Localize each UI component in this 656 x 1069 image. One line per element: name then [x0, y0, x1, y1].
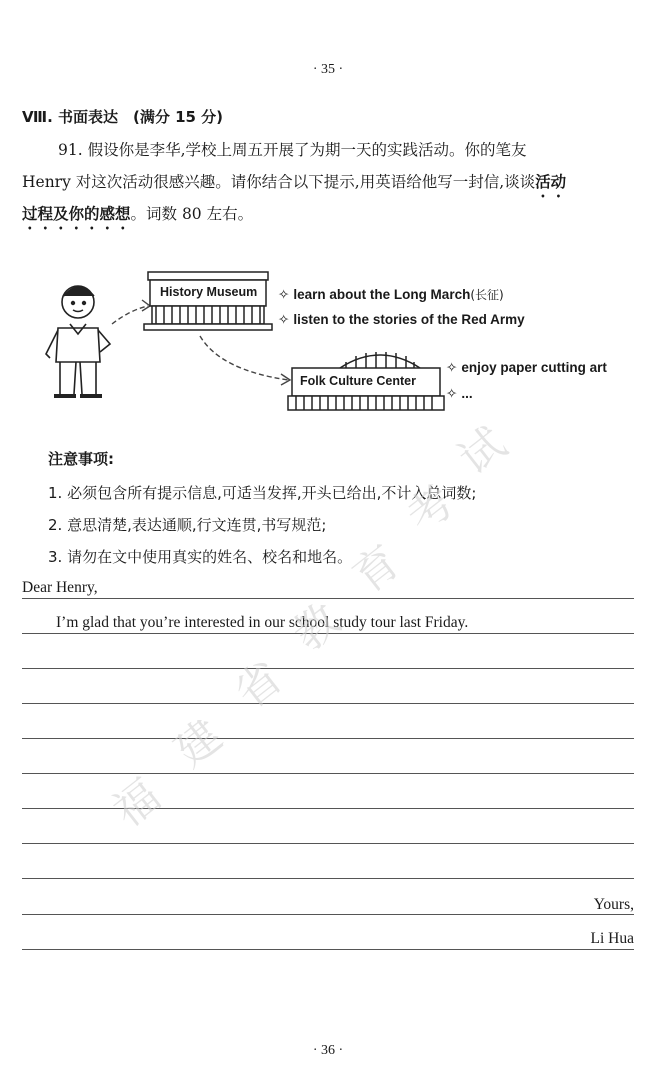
hint-more — [446, 386, 473, 402]
emphasis-activity: 活动 — [535, 172, 567, 191]
watermark-char: 福 — [103, 769, 170, 838]
folk-culture-center-label: Folk Culture Center — [300, 374, 416, 388]
prompt-line-3 — [22, 198, 634, 233]
prompt-line-3-text: 。词数 80 左右。 — [130, 205, 254, 223]
note-item-3: 3. 请勿在文中使用真实的姓名、校名和地名。 — [48, 548, 353, 566]
watermark-char: 教 — [283, 593, 350, 662]
letter-opening: I’m glad that you’re interested in our school study tour last Friday. — [56, 614, 469, 631]
hint-text: ... — [461, 386, 473, 401]
answer-line[interactable] — [22, 738, 634, 739]
page-number-top: · 35 · — [312, 62, 344, 77]
star-icon: ✧ — [278, 312, 290, 327]
star-icon: ✧ — [278, 287, 290, 302]
history-museum-building — [144, 272, 272, 330]
letter-signature: Li Hua — [590, 930, 634, 947]
watermark-char: 育 — [343, 535, 410, 604]
notes-title: 注意事项: — [48, 450, 114, 468]
hint-red-army — [278, 312, 525, 328]
student-figure — [46, 286, 110, 396]
note-item-1: 1. 必须包含所有提示信息,可适当发挥,开头已给出,不计入总词数; — [48, 484, 477, 502]
letter-salutation: Dear Henry, — [22, 579, 98, 596]
star-icon: ✧ — [446, 360, 458, 375]
hint-long-march — [278, 286, 504, 303]
hint-text: listen to the stories of the Red Army — [293, 312, 525, 327]
emphasis-process-feelings: 过程及你的感想 — [22, 204, 131, 223]
hint-text: enjoy paper cutting art — [461, 360, 607, 375]
hint-paper-cutting — [446, 360, 607, 376]
letter-closing: Yours, — [593, 896, 634, 913]
answer-line[interactable] — [22, 878, 634, 879]
star-icon: ✧ — [446, 386, 458, 401]
prompt-line-2-text: Henry 对这次活动很感兴趣。请你结合以下提示,用英语给他写一封信,谈谈 — [22, 173, 536, 191]
watermark-char: 省 — [225, 651, 292, 720]
page-number-bottom: · 36 · — [312, 1043, 344, 1058]
answer-line — [22, 949, 634, 950]
hint-text: learn about the Long March — [293, 287, 471, 302]
note-item-2: 2. 意思清楚,表达通顺,行文连贯,书写规范; — [48, 516, 327, 534]
illustration — [40, 262, 620, 418]
history-museum-label: History Museum — [160, 285, 258, 299]
prompt-line-1: 91. 假设你是李华,学校上周五开展了为期一天的实践活动。你的笔友 — [58, 141, 527, 159]
watermark-char: 建 — [165, 709, 232, 778]
watermark-char: 试 — [449, 417, 516, 486]
watermark-char: 考 — [397, 475, 464, 544]
answer-line — [22, 598, 634, 599]
hint-note: (长征) — [470, 288, 504, 302]
section-title: Ⅷ. 书面表达 (满分 15 分) — [22, 108, 224, 126]
answer-line[interactable] — [22, 668, 634, 669]
answer-line[interactable] — [22, 703, 634, 704]
answer-line — [22, 914, 634, 915]
prompt-line-2 — [22, 166, 634, 201]
answer-line[interactable] — [22, 843, 634, 844]
